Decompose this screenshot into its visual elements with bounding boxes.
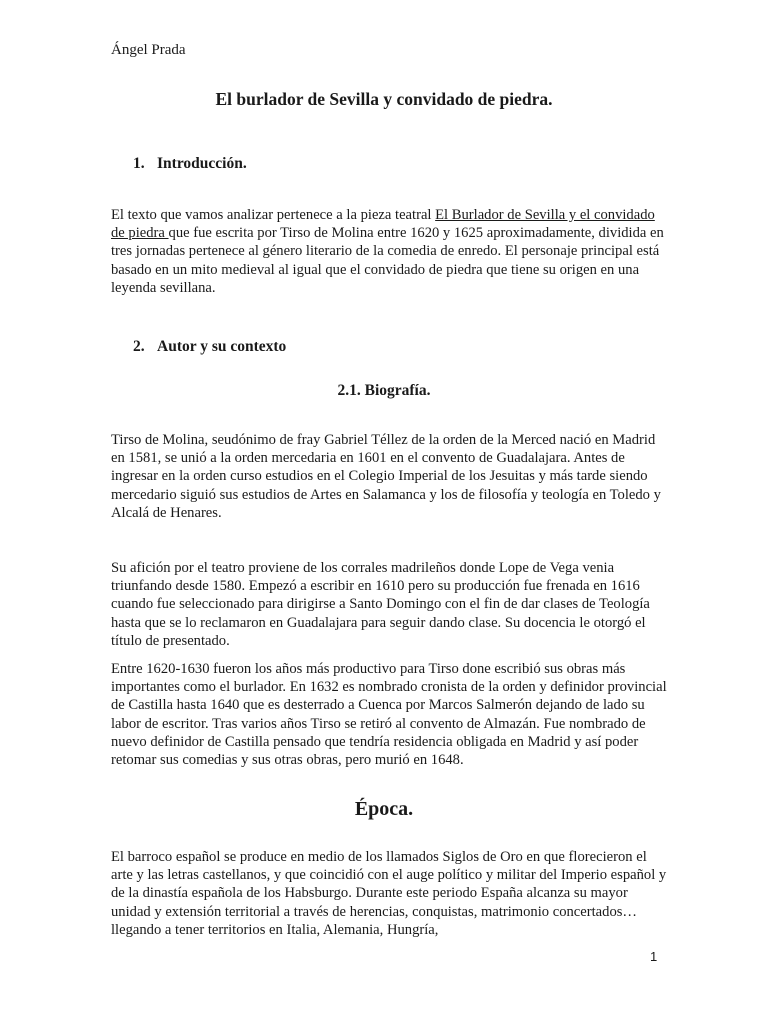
epoca-paragraph: El barroco español se produce en medio de los llamados Siglos de Oro en que florecieron el arte y las letras castellanos, y que coincidió con el auge político y militar del Imperio español y de la dinastía española de los Habsburgo. Durante este periodo España alcanza su mayor unidad y extensión territorial a través de herencias, conquistas, matrimonio concertados… llegando a tener territorios en Italia, Alemania, Hungría, — [111, 849, 667, 938]
page-number: 1 — [650, 949, 658, 964]
bio-paragraph-1: Tirso de Molina, seudónimo de fray Gabriel Téllez de la orden de la Merced nació en Madrid en 1581, se unió a la orden mercedaria en 1601 en el convento de Guadalajara. Antes de ingresar en la orden curso estudios en el Colegio Imperial de los Jesuitas y más tarde siendo mercedario siguió sus estudios de Artes en Salamanca y los de filosofía y teología en Toledo y Alcalá de Henares. — [111, 432, 661, 521]
bio-paragraph-3: Entre 1620-1630 fueron los años más productivo para Tirso done escribió sus obras más importantes como el burlador. En 1632 es nombrado cronista de la orden y definidor provincial de Castilla hasta 1640 que es desterrado a Cuenca por Marcos Salmerón dejando de lado su labor de escritor. Tras varios años Tirso se retiró al convento de Almazán. Fue nombrado de nuevo definidor de Castilla pensado que tendría residencia obligada en Madrid y así poder retomar sus comedias y sus otras obras, pero murió en 1648. — [111, 661, 667, 769]
intro-text-after: que fue escrita por Tirso de Molina entre 1620 y 1625 aproximadamente, dividida en tres jornadas pertenece al género literario de la comedia de enredo. El personaje principal está basado en un mito medieval al igual que el convidado de piedra que tiene su origen en una leyenda sevillana. — [111, 225, 664, 296]
subsection-heading-biografia: 2.1. Biografía. — [337, 382, 431, 399]
play-title-link: El Burlador de Sevilla y el convidado de piedra — [111, 207, 655, 242]
section-heading-introduccion — [133, 155, 247, 173]
intro-text-before: El texto que vamos analizar pertenece a la pieza teatral — [111, 207, 436, 223]
bio-paragraph-2: Su afición por el teatro proviene de los corrales madrileños donde Lope de Vega venia triunfando desde 1580. Empezó a escribir en 1610 pero su producción fue frenada en 1616 cuando fue seleccionado para dirigirse a Santo Domingo con el fin de dar clases de Teología hasta que se lo reclamaron en Guadalajara para seguir dando clase. Su docencia le otorgó el título de presentado. — [111, 560, 650, 649]
document-title: El burlador de Sevilla y convidado de piedra. — [215, 89, 553, 109]
section-number: 2. — [133, 338, 145, 355]
section-heading-autor — [133, 338, 286, 356]
author-name: Ángel Prada — [111, 42, 186, 58]
section-label: Introducción. — [157, 155, 247, 172]
section-label: Autor y su contexto — [157, 338, 287, 355]
intro-paragraph — [111, 206, 671, 297]
section-number: 1. — [133, 155, 145, 172]
epoca-heading: Época. — [354, 798, 414, 820]
